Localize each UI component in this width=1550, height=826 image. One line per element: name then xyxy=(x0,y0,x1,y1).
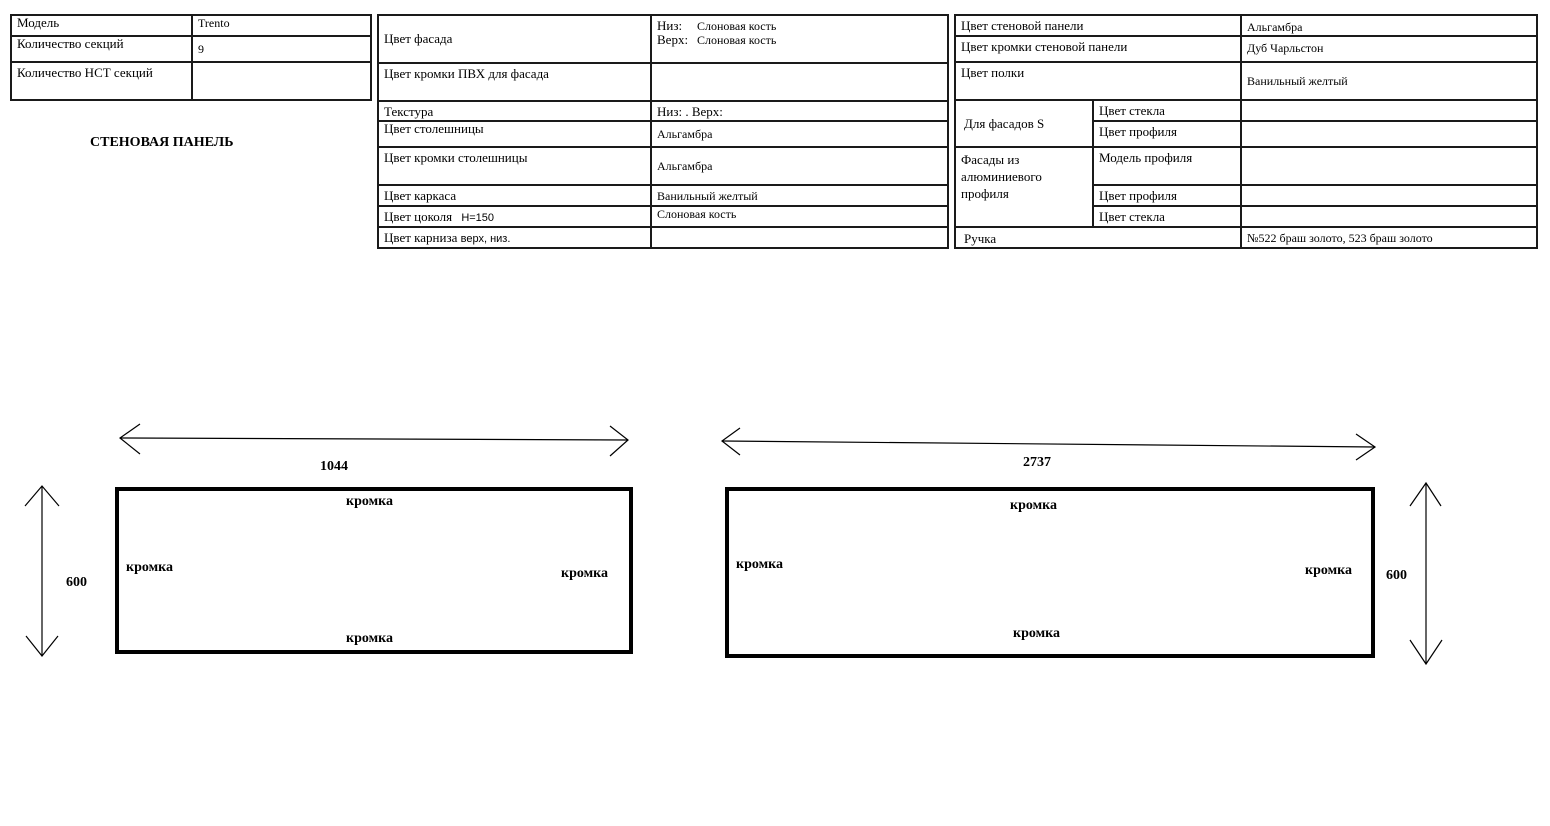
cornice-sub: верх, низ. xyxy=(460,233,511,245)
shelf-color-value: Ванильный желтый xyxy=(1241,62,1537,100)
nst-sections-label: Количество НСТ секций xyxy=(11,62,192,100)
countertop-edge-label: Цвет кромки столешницы xyxy=(378,147,651,185)
glass-color-label: Цвет стекла xyxy=(1093,100,1241,121)
plinth-label: Цвет цоколя xyxy=(384,209,453,224)
left-width-arrow xyxy=(120,424,628,456)
countertop-edge-value: Альгамбра xyxy=(651,147,948,185)
facade-top-label: Верх: xyxy=(657,32,689,47)
left-wall-panel xyxy=(115,487,633,654)
left-panel-width: 1044 xyxy=(320,459,348,474)
handle-label: Ручка xyxy=(955,227,1241,248)
sections-value: 9 xyxy=(192,36,371,62)
carcass-label: Цвет каркаса xyxy=(378,185,651,206)
right-edge-bottom: кромка xyxy=(1013,626,1060,641)
right-height-arrow xyxy=(1410,483,1442,664)
facade-edge-label: Цвет кромки ПВХ для фасада xyxy=(378,63,651,101)
alu-facades-label: Фасады из алюминиевого профиля xyxy=(955,147,1093,227)
model-value: Trento xyxy=(192,15,371,36)
facade-color-label: Цвет фасада xyxy=(378,15,651,63)
wall-panel-edge-label: Цвет кромки стеновой панели xyxy=(955,36,1241,62)
countertop-label: Цвет столешницы xyxy=(378,121,651,147)
facade-bottom-label: Низ: xyxy=(657,18,683,33)
profile-model-label: Модель профиля xyxy=(1093,147,1241,185)
cornice-label: Цвет карниза xyxy=(384,230,458,245)
countertop-value: Альгамбра xyxy=(651,121,948,147)
right-panel-height: 600 xyxy=(1386,568,1407,583)
handle-value: №522 браш золото, 523 браш золото xyxy=(1241,227,1537,248)
wall-panel-edge-value: Дуб Чарльстон xyxy=(1241,36,1537,62)
right-panel-width: 2737 xyxy=(1023,455,1051,470)
left-panel-height: 600 xyxy=(66,575,87,590)
plinth-height: H=150 xyxy=(461,212,495,224)
right-edge-top: кромка xyxy=(1010,498,1057,513)
left-edge-bottom: кромка xyxy=(346,631,393,646)
alu-profile-color-label: Цвет профиля xyxy=(1093,185,1241,206)
texture-value: Низ: . Верх: xyxy=(651,101,948,121)
alu-glass-color-label: Цвет стекла xyxy=(1093,206,1241,227)
carcass-value: Ванильный желтый xyxy=(651,185,948,206)
facade-top-value: Слоновая кость xyxy=(697,33,777,47)
right-edge-left: кромка xyxy=(736,557,783,572)
facade-bottom-value: Слоновая кость xyxy=(697,19,777,33)
shelf-color-label: Цвет полки xyxy=(955,62,1241,100)
left-height-arrow xyxy=(25,486,59,656)
profile-color-label: Цвет профиля xyxy=(1093,121,1241,147)
right-edge-right: кромка xyxy=(1305,563,1352,578)
wall-panel-color-label: Цвет стеновой панели xyxy=(955,15,1241,36)
texture-label: Текстура xyxy=(378,101,651,121)
sections-label: Количество секций xyxy=(11,36,192,62)
s-facades-label: Для фасадов S xyxy=(955,100,1093,147)
plinth-value: Слоновая кость xyxy=(651,206,948,227)
left-edge-right: кромка xyxy=(561,566,608,581)
left-edge-left: кромка xyxy=(126,560,173,575)
page-title: СТЕНОВАЯ ПАНЕЛЬ xyxy=(90,135,234,150)
left-edge-top: кромка xyxy=(346,494,393,509)
wall-panel-color-value: Альгамбра xyxy=(1241,15,1537,36)
model-label: Модель xyxy=(11,15,192,36)
